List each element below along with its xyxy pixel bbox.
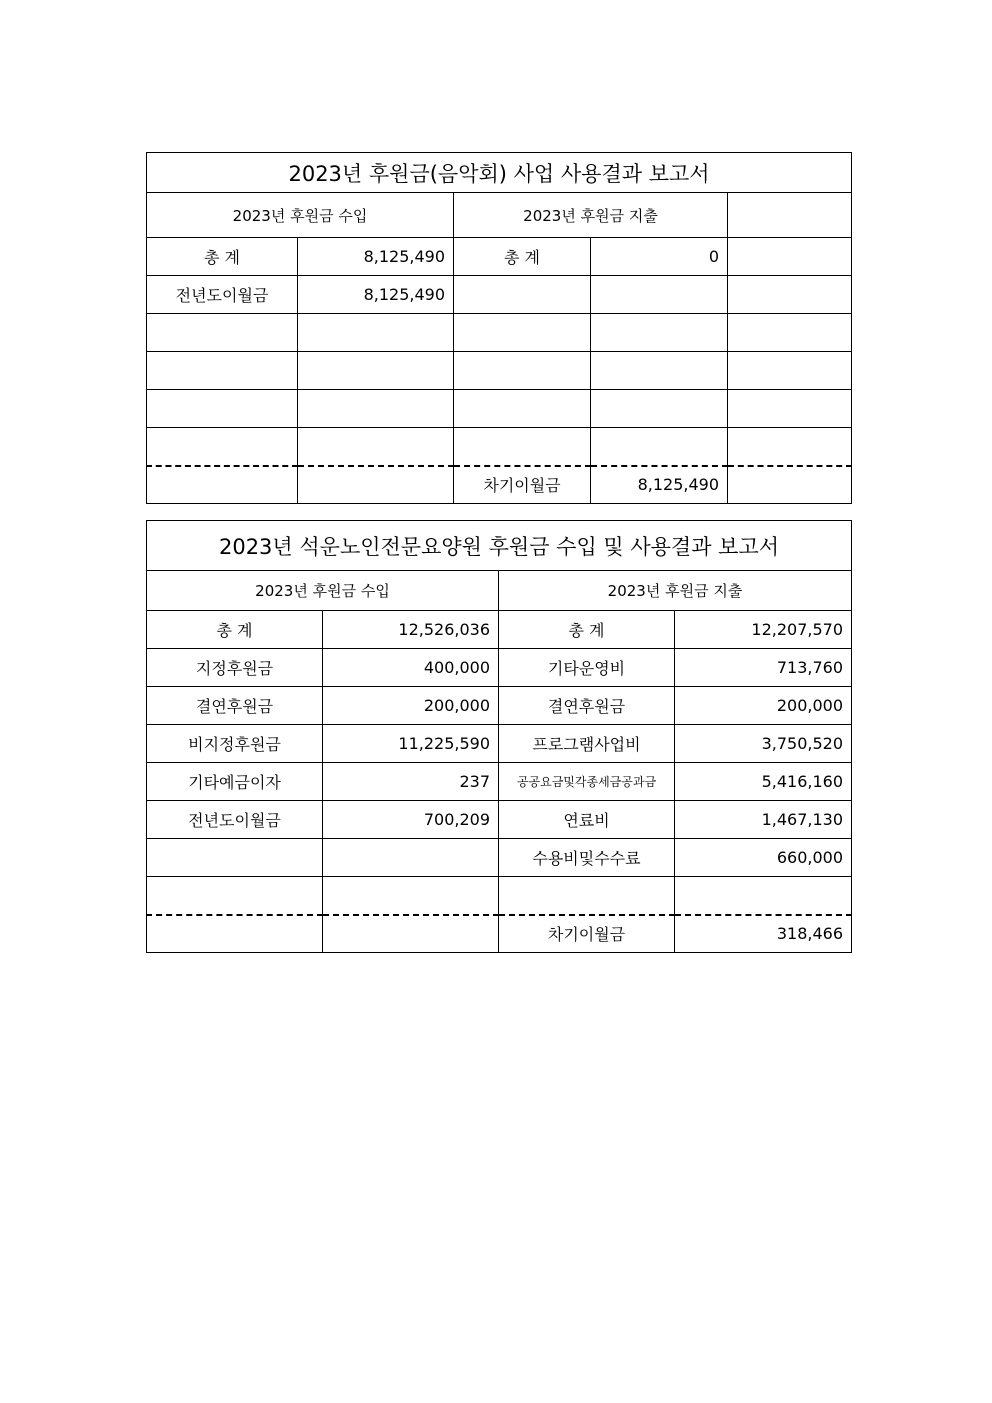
report2-expense-label: 프로그램사업비 (499, 725, 675, 763)
report2-income-amount: 400,000 (323, 649, 499, 687)
report1-empty-cell (298, 428, 454, 466)
report2-income-label: 전년도이월금 (147, 801, 323, 839)
report2-income-label: 결연후원금 (147, 687, 323, 725)
report1-expense-header: 2023년 후원금 지출 (454, 193, 728, 238)
report1-empty-cell (454, 428, 591, 466)
report2-title: 2023년 석운노인전문요양원 후원금 수입 및 사용결과 보고서 (147, 521, 852, 571)
report1-empty-cell (728, 238, 852, 276)
report1-empty-cell (728, 352, 852, 390)
report2-empty-cell (323, 877, 499, 915)
report1-income-header: 2023년 후원금 수입 (147, 193, 454, 238)
report1-empty-cell (591, 390, 728, 428)
report2-income-amount: 200,000 (323, 687, 499, 725)
report1-empty-cell (728, 390, 852, 428)
report2-empty-cell (323, 915, 499, 953)
report1-empty-cell (147, 466, 298, 504)
report1-empty-cell (147, 314, 298, 352)
report1-empty-cell (298, 466, 454, 504)
report2-income-label: 비지정후원금 (147, 725, 323, 763)
report2-empty-cell (323, 839, 499, 877)
report2-expense-label: 기타운영비 (499, 649, 675, 687)
report2-expense-total: 12,207,570 (675, 611, 852, 649)
report2-empty-cell (675, 877, 852, 915)
report1-empty-cell (298, 390, 454, 428)
report1-carryover-amount: 8,125,490 (591, 466, 728, 504)
report2-expense-total-label: 총 계 (499, 611, 675, 649)
report1-empty-cell (591, 314, 728, 352)
report2-income-amount: 11,225,590 (323, 725, 499, 763)
report1-empty-cell (591, 352, 728, 390)
report2-expense-amount: 713,760 (675, 649, 852, 687)
report1-income-label: 전년도이월금 (147, 276, 298, 314)
report1-income-total-label: 총 계 (147, 238, 298, 276)
report1-empty-cell (454, 352, 591, 390)
report2-income-label: 기타예금이자 (147, 763, 323, 801)
report1-empty-cell (728, 193, 852, 238)
report2-expense-amount: 3,750,520 (675, 725, 852, 763)
report2-expense-label: 연료비 (499, 801, 675, 839)
report2-income-amount: 700,209 (323, 801, 499, 839)
report1-carryover-label: 차기이월금 (454, 466, 591, 504)
report1-empty-cell (454, 276, 591, 314)
report1-empty-cell (298, 314, 454, 352)
report2-income-label: 지정후원금 (147, 649, 323, 687)
report2-table (146, 520, 852, 953)
report1-empty-cell (728, 466, 852, 504)
report2-income-header: 2023년 후원금 수입 (147, 571, 499, 611)
report2-expense-amount: 5,416,160 (675, 763, 852, 801)
report1-title: 2023년 후원금(음악회) 사업 사용결과 보고서 (147, 153, 852, 193)
report2-expense-amount: 200,000 (675, 687, 852, 725)
report1-income-amount: 8,125,490 (298, 276, 454, 314)
report2-expense-header: 2023년 후원금 지출 (499, 571, 852, 611)
report2-expense-amount: 660,000 (675, 839, 852, 877)
report2-expense-amount: 1,467,130 (675, 801, 852, 839)
report1-empty-cell (147, 428, 298, 466)
report1-empty-cell (728, 428, 852, 466)
report2-carryover-label: 차기이월금 (499, 915, 675, 953)
report2-empty-cell (147, 877, 323, 915)
report1-income-total: 8,125,490 (298, 238, 454, 276)
report1-empty-cell (454, 314, 591, 352)
report2-expense-label: 결연후원금 (499, 687, 675, 725)
report2-expense-label: 공공요금및각종세금공과금 (499, 763, 675, 801)
report1-table (146, 152, 852, 504)
report1-expense-total-label: 총 계 (454, 238, 591, 276)
report2-empty-cell (147, 839, 323, 877)
report1-empty-cell (454, 390, 591, 428)
report2-expense-label: 수용비및수수료 (499, 839, 675, 877)
report2-income-total: 12,526,036 (323, 611, 499, 649)
report1-empty-cell (591, 428, 728, 466)
report1-expense-total: 0 (591, 238, 728, 276)
report2-income-amount: 237 (323, 763, 499, 801)
report1-empty-cell (298, 352, 454, 390)
report1-empty-cell (591, 276, 728, 314)
report2-empty-cell (499, 877, 675, 915)
report2-carryover-amount: 318,466 (675, 915, 852, 953)
report1-empty-cell (728, 314, 852, 352)
report2-empty-cell (147, 915, 323, 953)
report1-empty-cell (147, 390, 298, 428)
report1-empty-cell (728, 276, 852, 314)
report1-empty-cell (147, 352, 298, 390)
report2-income-total-label: 총 계 (147, 611, 323, 649)
